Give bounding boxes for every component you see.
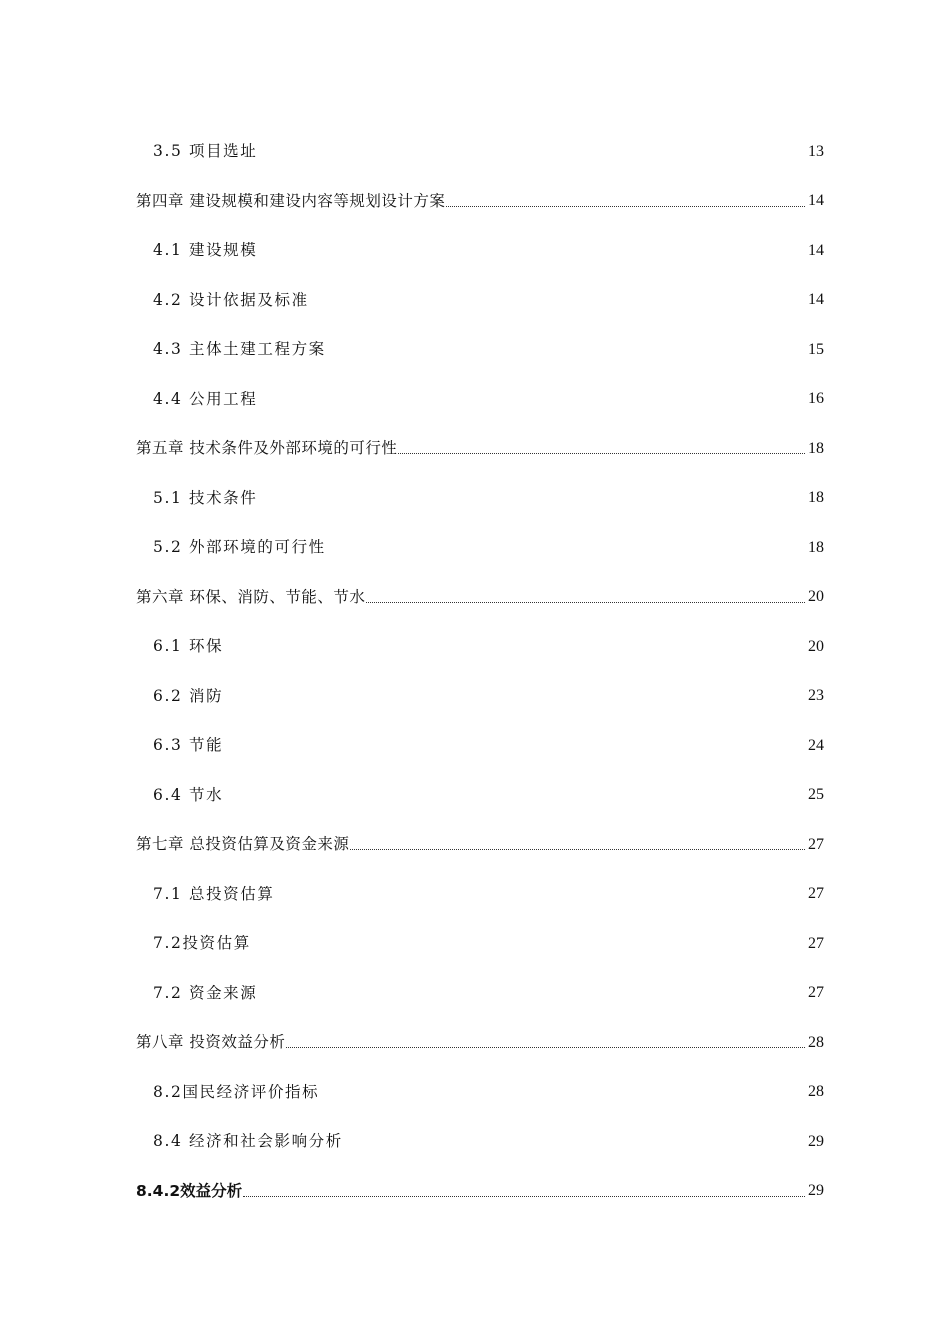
toc-dot-leader [243, 1196, 805, 1197]
toc-entry-page: 29 [808, 1132, 824, 1150]
toc-entry-title: 第五章 技术条件及外部环境的可行性 [136, 439, 398, 457]
toc-entry[interactable] [136, 523, 824, 573]
toc-dot-leader [398, 453, 805, 454]
toc-entry[interactable] [136, 721, 824, 771]
toc-entry-title: 5.1 技术条件 [153, 488, 258, 507]
toc-entry[interactable] [136, 127, 824, 177]
toc-entry-title: 6.4 节水 [153, 785, 224, 804]
toc-entry[interactable] [136, 573, 824, 623]
toc-entry-title: 7.2 资金来源 [153, 983, 258, 1002]
toc-entry[interactable] [136, 622, 824, 672]
toc-entry[interactable] [136, 276, 824, 326]
toc-entry-title: 4.3 主体土建工程方案 [153, 340, 326, 358]
toc-entry-title: 8.4.2效益分析 [136, 1181, 243, 1200]
toc-entry-page: 28 [808, 1033, 824, 1051]
toc-entry[interactable] [136, 919, 824, 969]
toc-entry-page: 14 [808, 291, 824, 309]
toc-entry[interactable] [136, 1018, 824, 1068]
toc-entry[interactable] [136, 325, 824, 375]
toc-entry-title: 8.2国民经济评价指标 [153, 1082, 320, 1101]
toc-entry[interactable] [136, 870, 824, 920]
toc-entry-page: 15 [808, 340, 824, 358]
toc-entry-page: 16 [808, 390, 824, 408]
toc-entry-title: 4.1 建设规模 [153, 241, 258, 259]
toc-entry-page: 27 [808, 835, 824, 853]
toc-dot-leader [350, 849, 805, 850]
toc-entry-page: 18 [808, 489, 824, 507]
toc-entry-page: 27 [808, 934, 824, 952]
toc-entry-page: 28 [808, 1083, 824, 1101]
toc-entry[interactable] [136, 1117, 824, 1167]
toc-entry[interactable] [136, 177, 824, 227]
toc-dot-leader [286, 1047, 805, 1048]
toc-entry-page: 20 [808, 637, 824, 655]
toc-entry-title: 6.1 环保 [153, 637, 224, 655]
toc-entry[interactable] [136, 1068, 824, 1118]
toc-entry-title: 第七章 总投资估算及资金来源 [136, 835, 350, 853]
toc-entry-page: 20 [808, 588, 824, 606]
toc-entry-title: 3.5 项目选址 [153, 142, 258, 160]
toc-entry[interactable] [136, 474, 824, 524]
toc-entry-title: 第八章 投资效益分析 [136, 1033, 286, 1051]
toc-entry-title: 8.4 经济和社会影响分析 [153, 1132, 343, 1150]
toc-entry-title: 第六章 环保、消防、节能、节水 [136, 587, 366, 606]
toc-entry[interactable] [136, 375, 824, 425]
toc-entry[interactable] [136, 771, 824, 821]
toc-entry-title: 7.2投资估算 [153, 934, 251, 952]
toc-entry[interactable] [136, 969, 824, 1019]
toc-entry-page: 18 [808, 439, 824, 457]
toc-dot-leader [446, 206, 805, 207]
toc-entry-page: 29 [808, 1182, 824, 1200]
toc-entry-page: 18 [808, 538, 824, 556]
toc-entry[interactable] [136, 424, 824, 474]
table-of-contents [136, 127, 824, 1216]
toc-entry-page: 14 [808, 192, 824, 210]
toc-entry[interactable] [136, 672, 824, 722]
toc-entry-title: 5.2 外部环境的可行性 [153, 538, 326, 556]
toc-entry[interactable] [136, 820, 824, 870]
toc-entry-title: 7.1 总投资估算 [153, 884, 275, 903]
toc-entry-page: 13 [808, 142, 824, 160]
toc-entry-page: 25 [808, 786, 824, 804]
toc-entry-title: 6.3 节能 [153, 736, 224, 754]
toc-entry-page: 24 [808, 736, 824, 754]
toc-entry-page: 27 [808, 984, 824, 1002]
toc-entry-page: 27 [808, 885, 824, 903]
toc-entry-title: 4.2 设计依据及标准 [153, 290, 309, 309]
toc-entry-title: 4.4 公用工程 [153, 389, 258, 408]
toc-dot-leader [366, 602, 805, 603]
toc-entry[interactable] [136, 226, 824, 276]
toc-entry-title: 6.2 消防 [153, 686, 224, 705]
toc-entry-title: 第四章 建设规模和建设内容等规划设计方案 [136, 191, 446, 210]
toc-entry[interactable] [136, 1167, 824, 1217]
toc-entry-page: 23 [808, 687, 824, 705]
toc-entry-page: 14 [808, 241, 824, 259]
